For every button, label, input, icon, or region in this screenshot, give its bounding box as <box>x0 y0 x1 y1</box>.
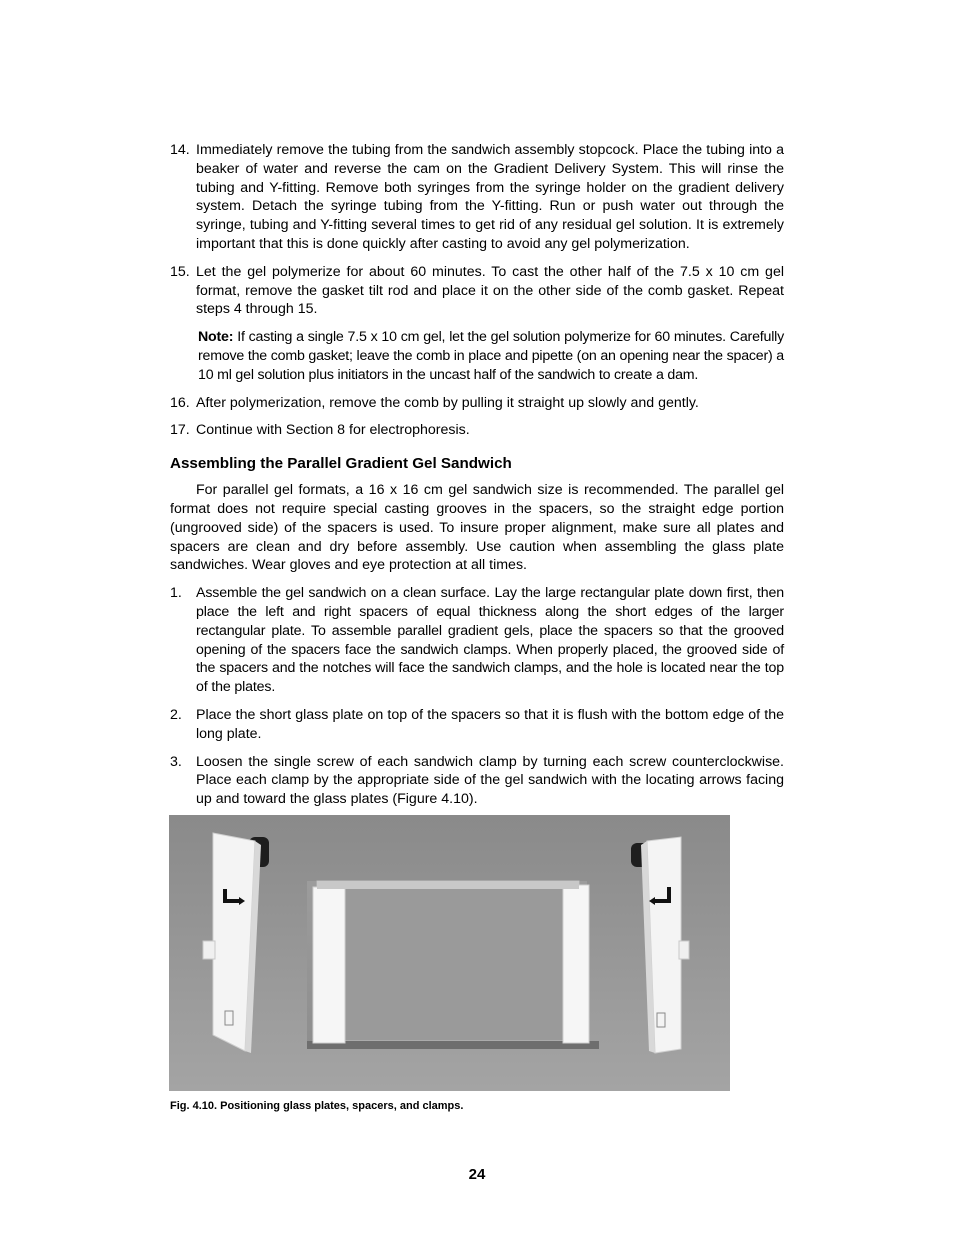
item-text: Loosen the single screw of each sandwich clamp by turning each screw counterclockwise. Place each clamp by the appropriate side of the gel sandwich with the locating arrows facing up and toward the glass plates (Figure 4.10). <box>196 753 784 808</box>
item-text: After polymerization, remove the comb by pulling it straight up slowly and gently. <box>196 394 699 411</box>
intro-paragraph: For parallel gel formats, a 16 x 16 cm gel sandwich size is recommended. The parallel gel format does not require special casting grooves in the spacers, so the straight edge portion (ungrooved side) of the spacers is used. To insure proper alignment, make sure all plates and spacers are clean and dry before assembly. Use caution when assembling the glass plate sandwiches. Wear gloves and eye protection at all times. <box>170 482 784 574</box>
item-number: 3. <box>170 753 182 770</box>
note-text: If casting a single 7.5 x 10 cm gel, let the gel solution polymerize for 60 minutes. Carefully remove the comb gasket; leave the comb in place and pipette (on an opening near the spacer) a 10 ml gel solution plus initiators in the uncast half of the sandwich to create a dam. <box>198 329 784 383</box>
photo-glass-plates-spacers-clamps <box>169 815 730 1091</box>
list-item <box>170 141 784 254</box>
note-block <box>170 328 784 384</box>
item-number: 1. <box>170 585 182 602</box>
item-number: 17. <box>170 422 190 439</box>
item-text: Immediately remove the tubing from the sandwich assembly stopcock. Place the tubing into a beaker of water and reverse the cam on the Gradient Delivery System. This will rinse the tubing and Y-fitting. Remove both syringes from the syringe holder on the gradient delivery system. Detach the syringe tubing from the Y-fitting. Run or push water out through the syringe, tubing and Y-fitting several times to get rid of any residual gel solution. It is extremely important that this is done quickly after casting to avoid any gel polymerization. <box>196 142 784 252</box>
step-list-top <box>170 141 784 319</box>
item-number: 14. <box>170 142 190 158</box>
glass-plate-sandwich <box>307 881 599 1049</box>
step-list-assembly <box>170 584 784 809</box>
item-number: 15. <box>170 263 190 280</box>
page-number: 24 <box>468 1166 486 1183</box>
page-body <box>170 141 784 818</box>
item-text: Continue with Section 8 for electrophoresis. <box>196 422 470 439</box>
left-spacer <box>313 887 345 1043</box>
list-item <box>170 421 784 440</box>
list-item <box>170 753 784 809</box>
list-item <box>170 706 784 744</box>
item-text: Place the short glass plate on top of the spacers so that it is flush with the bottom edge of the long plate. <box>196 706 784 742</box>
note-label: Note: <box>198 329 234 346</box>
item-text: Let the gel polymerize for about 60 minutes. To cast the other half of the 7.5 x 10 cm gel format, remove the gasket tilt rod and place it on the other side of the comb gasket. Repeat steps 4 through 15. <box>196 263 784 318</box>
step-list-mid <box>170 394 784 441</box>
list-item <box>170 584 784 697</box>
list-item <box>170 263 784 319</box>
item-number: 2. <box>170 706 182 723</box>
figure-caption: Fig. 4.10. Positioning glass plates, spacers, and clamps. <box>170 1100 464 1112</box>
list-item <box>170 394 784 413</box>
section-heading: Assembling the Parallel Gradient Gel Sandwich <box>170 455 512 473</box>
figure-photo <box>169 815 730 1091</box>
right-spacer <box>563 885 589 1043</box>
item-text: Assemble the gel sandwich on a clean surface. Lay the large rectangular plate down first, then place the left and right spacers of equal thickness along the short edges of the larger rectangular plate. To assemble parallel gradient gels, place the spacers so that the grooved opening of the spacers face the sandwich clamps. When properly placed, the grooved side of the spacers and the notches will face the sandwich clamps, and the hole is located near the top of the plates. <box>196 585 784 696</box>
item-number: 16. <box>170 394 190 411</box>
